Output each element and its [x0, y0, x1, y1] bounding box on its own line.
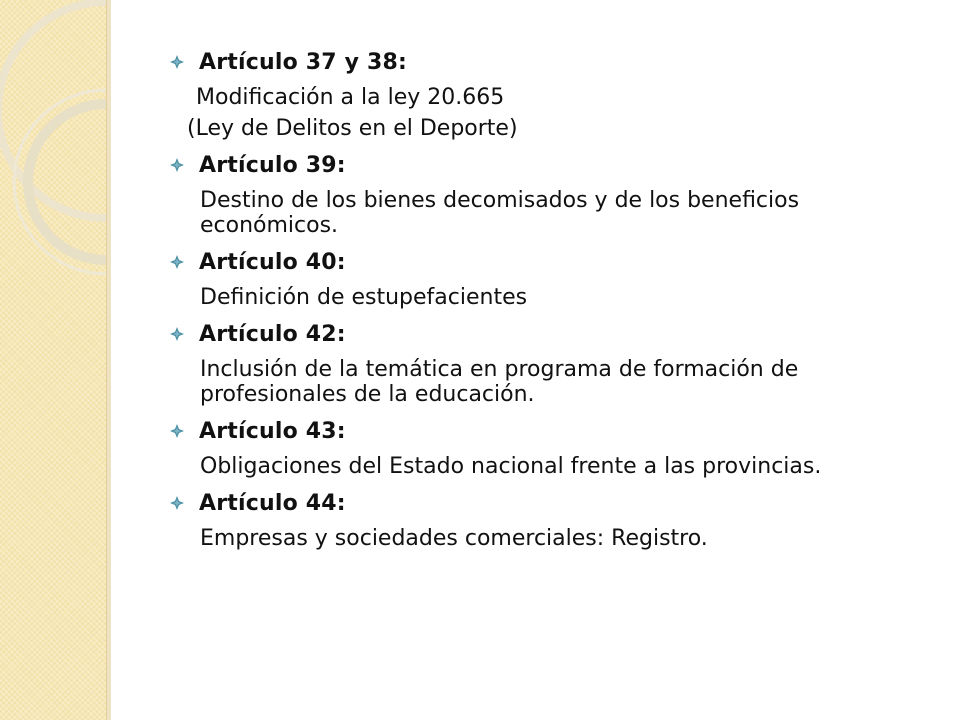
- decorative-side-band: [0, 0, 106, 720]
- article-heading: Artículo 37 y 38:: [199, 49, 408, 75]
- band-divider: [106, 0, 111, 720]
- slide-content: [170, 44, 940, 557]
- article-item: [170, 413, 940, 485]
- diamond-bullet-icon: [170, 496, 184, 510]
- article-item: [170, 316, 940, 413]
- article-item: [170, 244, 940, 316]
- article-heading: Artículo 43:: [199, 418, 346, 444]
- diamond-bullet-icon: [170, 327, 184, 341]
- diamond-bullet-icon: [170, 158, 184, 172]
- article-description: (Ley de Delitos en el Deporte): [187, 116, 518, 141]
- article-heading: Artículo 42:: [199, 321, 346, 347]
- article-item: [170, 485, 940, 557]
- article-item: [170, 147, 940, 244]
- article-item: [170, 44, 940, 147]
- article-description: Inclusión de la temática en programa de formación de profesionales de la educación.: [200, 357, 799, 407]
- article-heading: Artículo 40:: [199, 249, 346, 275]
- article-description: Definición de estupefacientes: [200, 285, 528, 310]
- decorative-rings: [0, 0, 106, 720]
- article-heading: Artículo 39:: [199, 152, 346, 178]
- diamond-bullet-icon: [170, 255, 184, 269]
- article-description: Modificación a la ley 20.665: [196, 85, 505, 110]
- article-description: Obligaciones del Estado nacional frente a las provincias.: [200, 454, 822, 479]
- article-heading: Artículo 44:: [199, 490, 346, 516]
- article-description: Destino de los bienes decomisados y de los beneficios económicos.: [200, 188, 800, 238]
- article-description: Empresas y sociedades comerciales: Registro.: [200, 526, 708, 551]
- diamond-bullet-icon: [170, 424, 184, 438]
- diamond-bullet-icon: [170, 55, 184, 69]
